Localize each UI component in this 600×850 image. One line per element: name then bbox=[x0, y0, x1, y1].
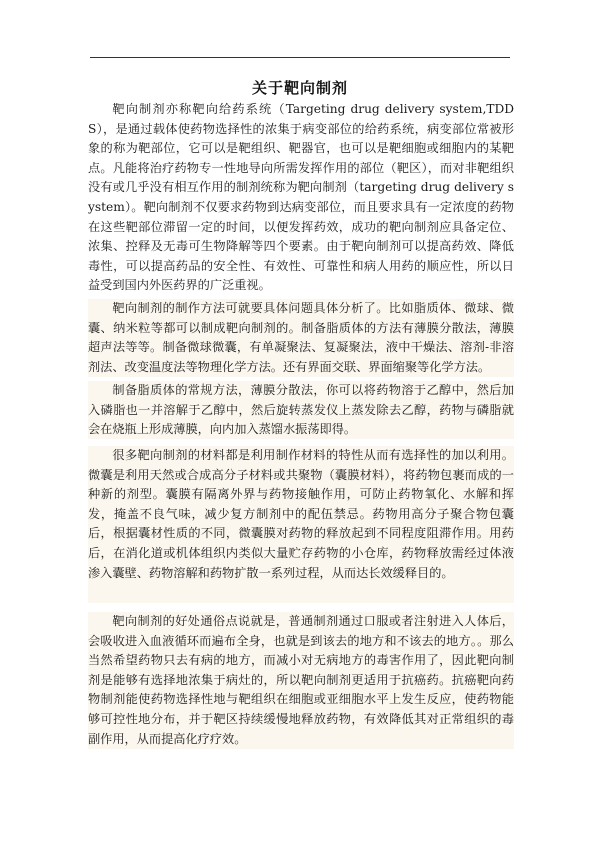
document-title: 关于靶向制剂 bbox=[251, 79, 348, 97]
paragraph-definition: 靶向制剂亦称靶向给药系统（Targeting drug delivery system,TDDS），是通过载体使药物选择性的浓集于病变部位的给药系统，病变部位常被形象的称为靶部位，它可以是靶组织、靶器官，也可以是靶细胞或细胞内的某靶点。凡能将治疗药物专一性地导向所需发挥作用的部位（靶区），而对非靶组织没有或几乎没有相互作用的制剂统称为靶向制剂（targeting drug delivery system）。靶向制剂不仅要求药物到达病变部位，而且要求具有一定浓度的药物在这些靶部位滞留一定的时间，以便发挥药效，成功的靶向制剂应具备定位、浓集、控释及无毒可生物降解等四个要素。由于靶向制剂可以提高药效、降低毒性，可以提高药品的安全性、有效性、可靠性和病人用药的顺应性，所以日益受到国内外医药界的广泛重视。 bbox=[88, 102, 514, 293]
paragraph-preparation-methods: 靶向制剂的制作方法可就要具体问题具体分析了。比如脂质体、微球、微囊、纳米粒等都可以制成靶向制剂的。制备脂质体的方法有薄膜分散法，薄膜超声法等等。制备微球微囊，有单凝聚法、复凝聚法，液中干燥法、溶剂-非溶剂法、改变温度法等物理化学方法。还有界面交联、界面缩聚等化学方法。 bbox=[88, 299, 514, 377]
paragraph-benefits: 靶向制剂的好处通俗点说就是，普通制剂通过口服或者注射进入人体后，会吸收进入血液循环而遍布全身，也就是到该去的地方和不该去的地方。。那么当然希望药物只去有病的地方，而减小对无病地方的毒害作用了，因此靶向制剂是能够有选择地浓集于病灶的，所以靶向制剂更适用于抗癌药。抗癌靶向药物制剂能使药物选择性地与靶组织在细胞或亚细胞水平上发生反应，使药物能够可控性地分布，并于靶区持续缓慢地释放药物，有效降低其对正常组织的毒副作用，从而提高化疗疗效。 bbox=[88, 612, 514, 749]
document-body bbox=[88, 100, 514, 749]
header-rule bbox=[90, 57, 510, 58]
paragraph-liposome-method: 制备脂质体的常规方法，薄膜分散法，你可以将药物溶于乙醇中，然后加入磷脂也一并溶解于乙醇中，然后旋转蒸发仪上蒸发除去乙醇，药物与磷脂就会在烧瓶上形成薄膜，向内加入蒸馏水振荡即得。 bbox=[88, 381, 514, 439]
paragraph-materials: 很多靶向制剂的材料都是利用制作材料的特性从而有选择性的加以利用。微囊是利用天然或合成高分子材料或共聚物（囊膜材料），将药物包裹而成的一种新的剂型。囊膜有隔离外界与药物接触作用，可防止药物氧化、水解和挥发，掩盖不良气味，减少复方制剂中的配伍禁忌。药物用高分子聚合物包囊后，根据囊材性质的不同，微囊膜对药物的释放起到不同程度阻滞作用。用药后，在消化道或机体组织内类似大量贮存药物的小仓库，药物释放需经过体液渗入囊壁、药物溶解和药物扩散一系列过程，从而达长效缓释目的。 bbox=[88, 446, 514, 603]
